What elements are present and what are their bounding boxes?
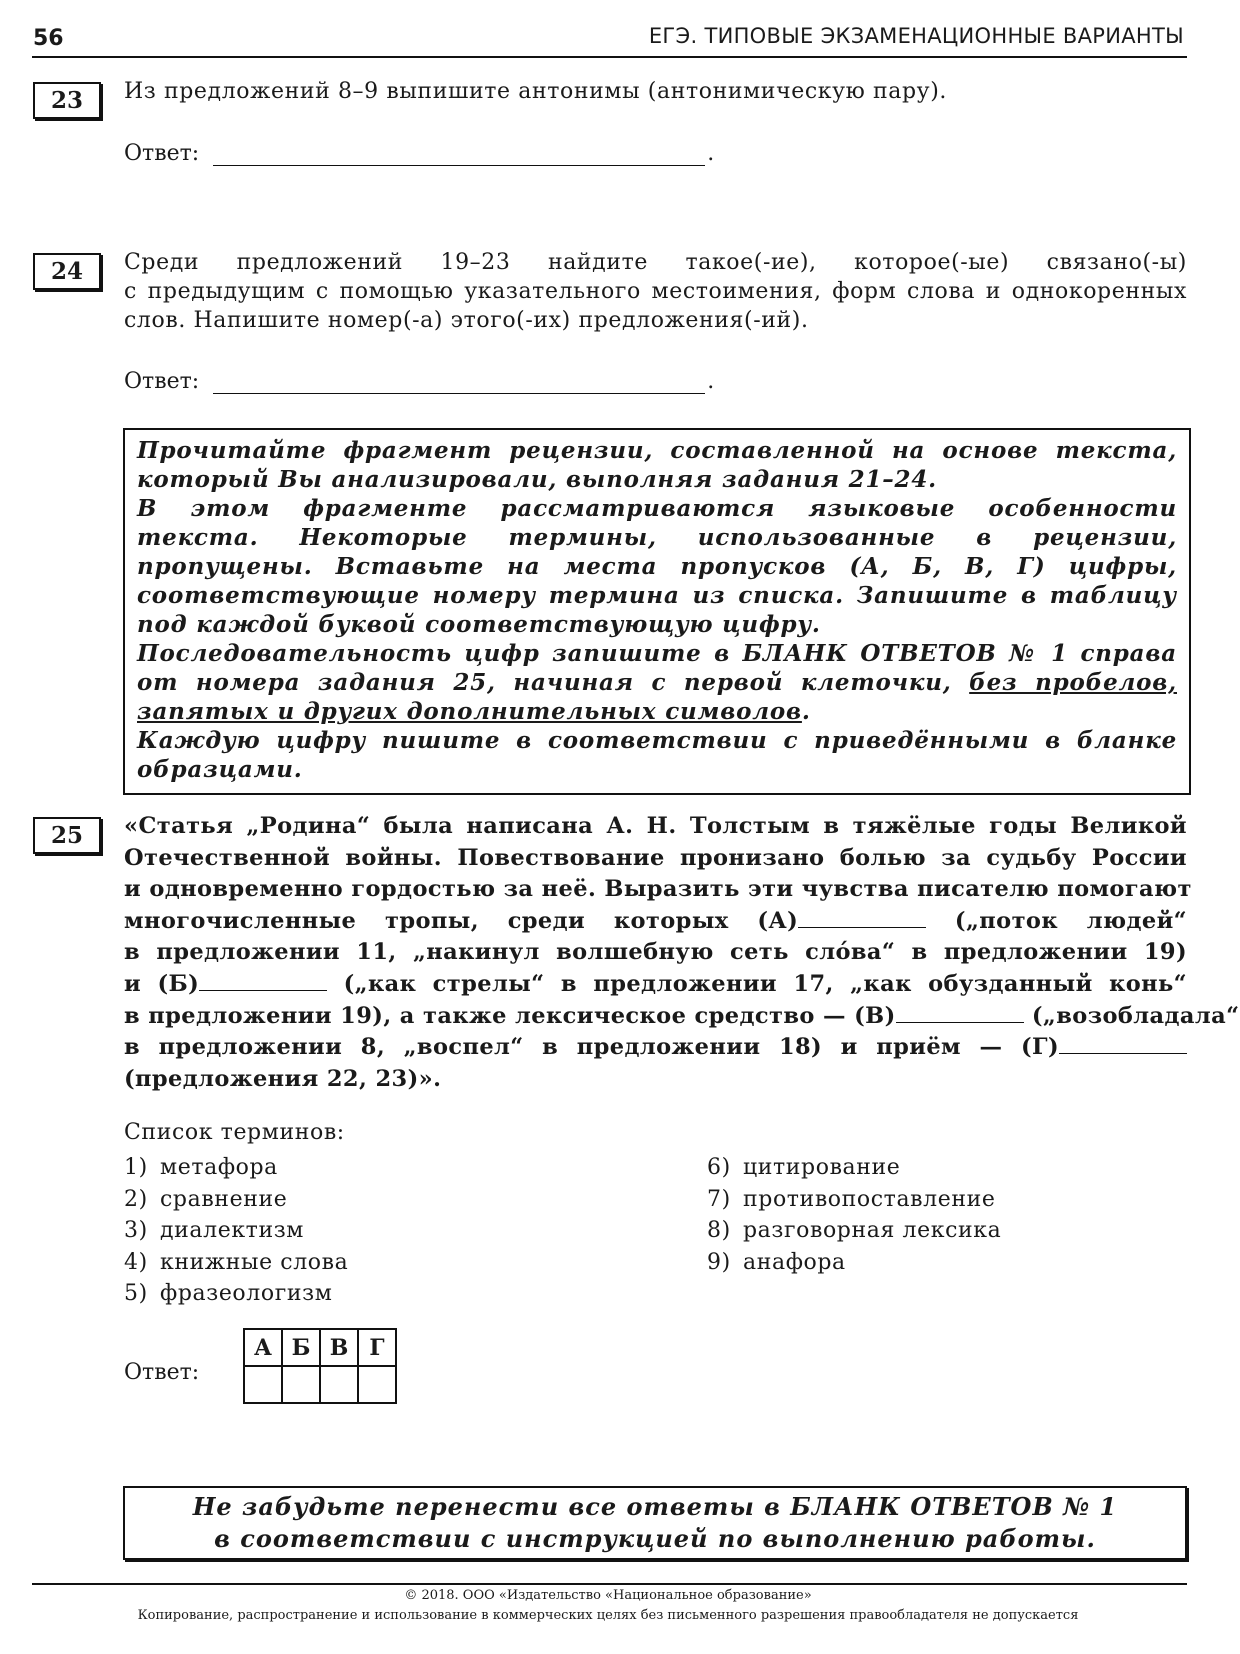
answer-line[interactable]: [213, 375, 705, 394]
reminder-line-2: в соответствии с инструкцией по выполнению работы.: [214, 1524, 1096, 1553]
answer-col-header: Г: [358, 1329, 396, 1366]
review-line: (предложения 22, 23)».: [124, 1065, 442, 1092]
term-item: 2) сравнение: [124, 1186, 288, 1212]
review-line: и (Б) („как стрелы“ в предложении 17, „как обузданный конь“: [124, 970, 1188, 997]
review-line: многочисленные тропы, среди которых (А) („поток людей“: [124, 907, 1187, 934]
review-line: в предложении 19), а также лексическое средство — (В) („возобладала“: [124, 1002, 1240, 1029]
task-23-answer: Ответ: .: [124, 141, 715, 166]
instruction-box: [123, 428, 1191, 795]
underlined-text: без пробелов, запятых и других дополнительных символов: [137, 669, 1177, 725]
gap-v[interactable]: [896, 1002, 1024, 1023]
task-24-line: слов. Напишите номер(-а) этого(-их) предложения(-ий).: [124, 308, 809, 333]
copyright-notice: Копирование, распространение и использование в коммерческих целях без письменного разрешения правообладателя не допускается: [137, 1608, 1079, 1623]
term-item: 3) диалектизм: [124, 1218, 305, 1243]
answer-table: [243, 1328, 397, 1404]
term-item: 4) книжные слова: [124, 1249, 349, 1275]
review-line: «Статья „Родина“ была написана А. Н. Толстым в тяжёлые годы Великой: [124, 813, 1187, 839]
answer-label: Ответ:: [124, 141, 200, 166]
reminder-box: [123, 1486, 1187, 1560]
task-number-24: 24: [33, 253, 101, 290]
review-line: Отечественной войны. Повествование пронизано болью за судьбу России: [124, 844, 1187, 871]
task-24-line: Среди предложений 19–23 найдите такое(-ие), которое(-ые) связано(-ы): [124, 250, 1187, 275]
review-line: в предложении 8, „воспел“ в предложении 18) и приём — (Г): [124, 1032, 1187, 1064]
answer-cell-v[interactable]: [320, 1366, 358, 1403]
term-item: 1) метафора: [124, 1155, 278, 1180]
instruction-p2: В этом фрагменте рассматриваются языковые особенности текста. Некоторые термины, использованные в рецензии, пропущены. Вставьте на места пропусков (А, Б, В, Г) цифры, соответствующие номеру термина из списка. Запишите в таблицу под каждой буквой соответствующую цифру.: [137, 495, 1177, 638]
term-item: 5) фразеологизм: [124, 1281, 333, 1306]
running-title: ЕГЭ. ТИПОВЫЕ ЭКЗАМЕНАЦИОННЫЕ ВАРИАНТЫ: [648, 24, 1184, 48]
answer-label: Ответ:: [124, 369, 200, 394]
review-line: и одновременно гордостью за неё. Выразить эти чувства писателю помогают: [124, 876, 1192, 903]
answer-col-header: В: [320, 1329, 358, 1366]
copyright: © 2018. ООО «Издательство «Национальное образование»: [404, 1588, 812, 1603]
terms-list-right: [707, 1152, 1001, 1278]
task-24-line: с предыдущим с помощью указательного местоимения, форм слова и однокоренных: [124, 279, 1187, 304]
term-item: 9) анафора: [707, 1249, 846, 1275]
answer-line[interactable]: [213, 147, 705, 166]
answer-cell-g[interactable]: [358, 1366, 396, 1403]
gap-b[interactable]: [199, 970, 327, 991]
answer-table-label: Ответ:: [124, 1360, 200, 1385]
gap-g[interactable]: [1059, 1033, 1187, 1054]
task-24-answer: Ответ: .: [124, 369, 715, 394]
task-25-review-text: [124, 811, 1240, 1095]
task-23-text: Из предложений 8–9 выпишите антонимы (антонимическую пару).: [124, 79, 947, 104]
task-number-25: 25: [33, 817, 101, 854]
review-line: в предложении 11, „накинул волшебную сеть сло́ва“ в предложении 19): [124, 939, 1187, 966]
task-number-23: 23: [33, 82, 101, 119]
instruction-p3: Последовательность цифр запишите в БЛАНК ОТВЕТОВ № 1 справа от номера задания 25, начиная с первой клеточки, без пробелов, запятых и других дополнительных символов.: [137, 640, 1177, 725]
term-item: 6) цитирование: [707, 1155, 901, 1180]
answer-cell-a[interactable]: [244, 1366, 282, 1403]
gap-a[interactable]: [798, 907, 926, 928]
term-item: 8) разговорная лексика: [707, 1218, 1002, 1243]
reminder-line-1: Не забудьте перенести все ответы в БЛАНК ОТВЕТОВ № 1: [192, 1492, 1118, 1521]
answer-cell-b[interactable]: [282, 1366, 320, 1403]
header-rule: [32, 56, 1187, 58]
answer-col-header: Б: [282, 1329, 320, 1366]
instruction-p1: Прочитайте фрагмент рецензии, составленной на основе текста, который Вы анализировали, выполняя задания 21–24.: [137, 437, 1177, 493]
footer-rule: [32, 1583, 1187, 1585]
task-24-text: [124, 248, 1187, 335]
terms-list-left: [124, 1152, 348, 1310]
term-item: 7) противопоставление: [707, 1186, 996, 1212]
instruction-p4: Каждую цифру пишите в соответствии с приведёнными в бланке образцами.: [137, 727, 1177, 783]
page-number: 56: [33, 26, 64, 51]
terms-title: Список терминов:: [124, 1120, 345, 1145]
answer-col-header: А: [244, 1329, 282, 1366]
